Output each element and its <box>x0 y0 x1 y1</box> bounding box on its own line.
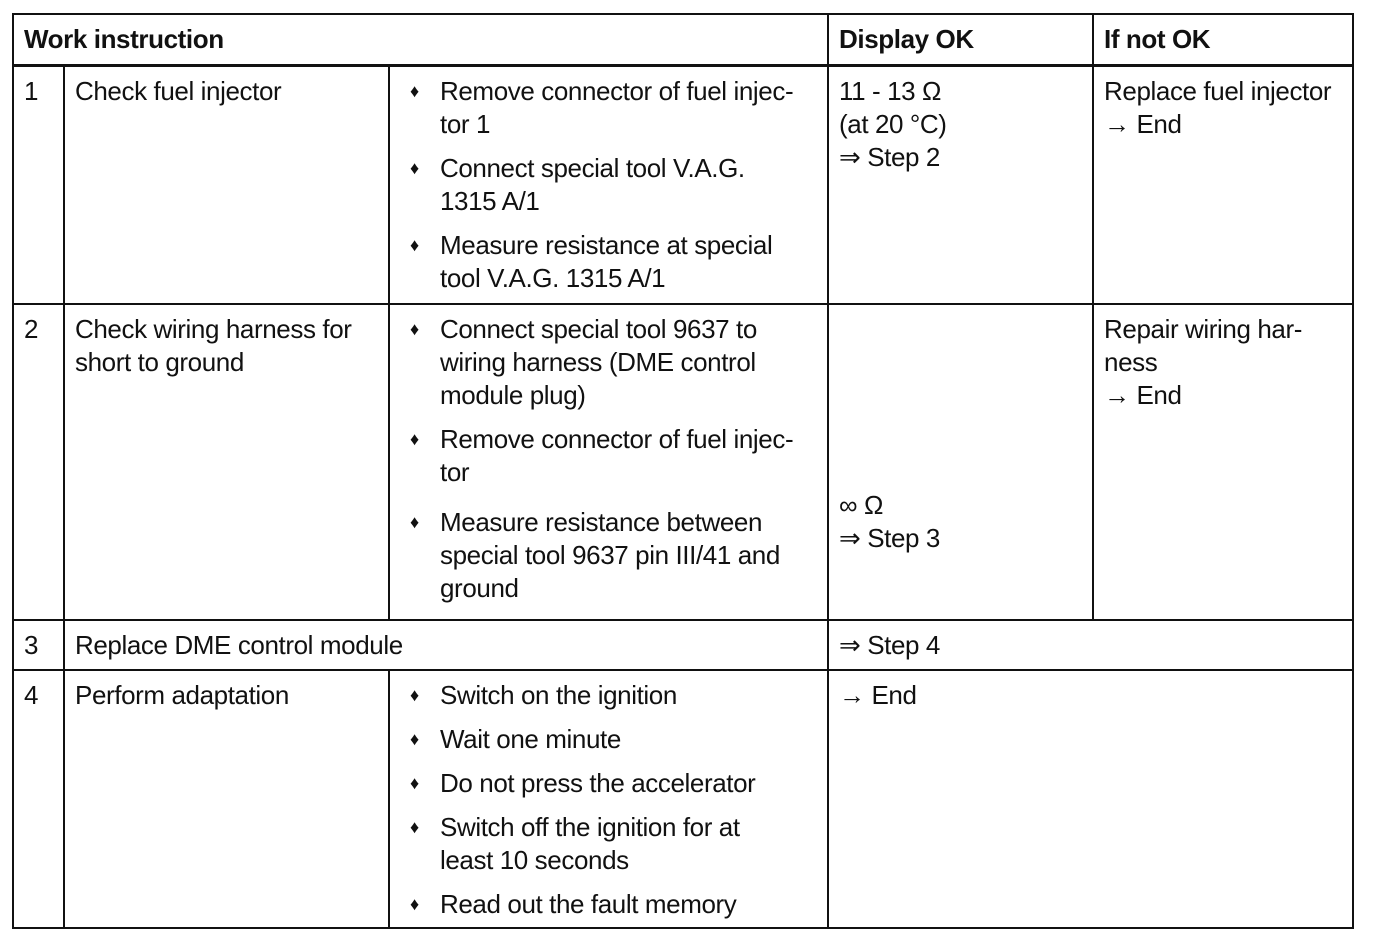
display-ok-condition: (at 20 °C) <box>839 108 947 139</box>
instruction-text: Read out the fault memory <box>440 889 737 919</box>
bullet-icon: ♦ <box>410 80 419 101</box>
instruction-text: tool V.A.G. 1315 A/1 <box>440 262 666 293</box>
if-not-ok-action: ness <box>1104 347 1158 377</box>
header-row <box>13 14 1353 65</box>
instruction-list <box>400 679 817 921</box>
bullet-icon: ♦ <box>410 429 419 449</box>
list-item <box>400 423 817 489</box>
step-instructions <box>389 65 828 304</box>
instruction-list <box>400 313 817 605</box>
instruction-text: tor 1 <box>440 108 491 139</box>
bullet-icon: ♦ <box>410 319 419 339</box>
instruction-text: Switch on the ignition <box>440 680 677 710</box>
list-item <box>400 506 817 605</box>
table-row <box>13 620 1353 670</box>
bullet-icon: ♦ <box>410 512 419 532</box>
list-item <box>400 723 817 756</box>
display-ok-next-step: ⇒ Step 3 <box>839 523 940 553</box>
instruction-text: module plug) <box>440 380 586 410</box>
if-not-ok-action: Repair wiring har- <box>1104 314 1302 344</box>
bullet-icon: ♦ <box>410 817 419 837</box>
step-task <box>64 304 389 620</box>
step-instructions <box>389 670 828 928</box>
instruction-text: tor <box>440 457 470 487</box>
task-text: short to ground <box>75 347 244 377</box>
step-instructions <box>389 304 828 620</box>
list-item <box>400 152 817 218</box>
instruction-text: Measure resistance between <box>440 507 763 537</box>
list-item <box>400 767 817 800</box>
instruction-text: Connect special tool 9637 to <box>440 314 757 344</box>
header-display-ok: Display OK <box>828 14 1093 65</box>
instruction-text: Remove connector of fuel injec- <box>440 424 794 454</box>
instruction-text: Do not press the accelerator <box>440 768 756 798</box>
step-number: 1 <box>13 65 64 304</box>
instruction-text: Wait one minute <box>440 724 621 754</box>
if-not-ok-next: → End <box>1104 108 1182 139</box>
table-row <box>13 65 1353 304</box>
display-ok-cell: ⇒ Step 4 <box>828 620 1353 670</box>
instruction-text: ground <box>440 573 519 603</box>
bullet-icon: ♦ <box>410 729 419 749</box>
display-ok-next-step: ⇒ Step 2 <box>839 141 940 172</box>
instruction-text: wiring harness (DME control <box>440 347 756 377</box>
instruction-list <box>400 75 817 295</box>
table-row <box>13 670 1353 928</box>
bullet-icon: ♦ <box>410 773 419 793</box>
instruction-text: special tool 9637 pin III/41 and <box>440 540 780 570</box>
list-item <box>400 888 817 921</box>
step-number: 2 <box>13 304 64 620</box>
bullet-icon: ♦ <box>410 894 419 914</box>
step-task: Perform adaptation <box>64 670 389 928</box>
instruction-text: Connect special tool V.A.G. <box>440 152 745 183</box>
display-ok-value: 11 - 13 Ω <box>839 75 942 106</box>
instruction-text: 1315 A/1 <box>440 185 540 216</box>
list-item <box>400 229 817 295</box>
instruction-text: Switch off the ignition for at <box>440 812 740 842</box>
if-not-ok-cell <box>1093 65 1353 304</box>
list-item <box>400 313 817 412</box>
display-ok-cell <box>828 304 1093 620</box>
list-item <box>400 75 817 141</box>
work-instruction-table <box>12 13 1354 929</box>
header-if-not-ok: If not OK <box>1093 14 1353 65</box>
list-item <box>400 679 817 712</box>
instruction-text: Measure resistance at special <box>440 229 773 260</box>
step-number: 4 <box>13 670 64 928</box>
instruction-text: least 10 seconds <box>440 845 629 875</box>
display-ok-value: ∞ Ω <box>839 490 884 520</box>
instruction-text: Remove connector of fuel injec- <box>440 75 794 106</box>
step-task: Check fuel injector <box>64 65 389 304</box>
table-row <box>13 304 1353 620</box>
list-item <box>400 811 817 877</box>
step-task: Replace DME control module <box>64 620 828 670</box>
display-ok-cell <box>828 65 1093 304</box>
task-text: Check wiring harness for <box>75 314 352 344</box>
if-not-ok-cell <box>1093 304 1353 620</box>
bullet-icon: ♦ <box>410 157 419 178</box>
header-work-instruction: Work instruction <box>13 14 828 65</box>
bullet-icon: ♦ <box>410 685 419 705</box>
step-number: 3 <box>13 620 64 670</box>
if-not-ok-next: → End <box>1104 380 1182 410</box>
display-ok-cell: → End <box>828 670 1353 928</box>
if-not-ok-action: Replace fuel injector <box>1104 75 1332 106</box>
spacer <box>839 313 1082 489</box>
bullet-icon: ♦ <box>410 234 419 255</box>
